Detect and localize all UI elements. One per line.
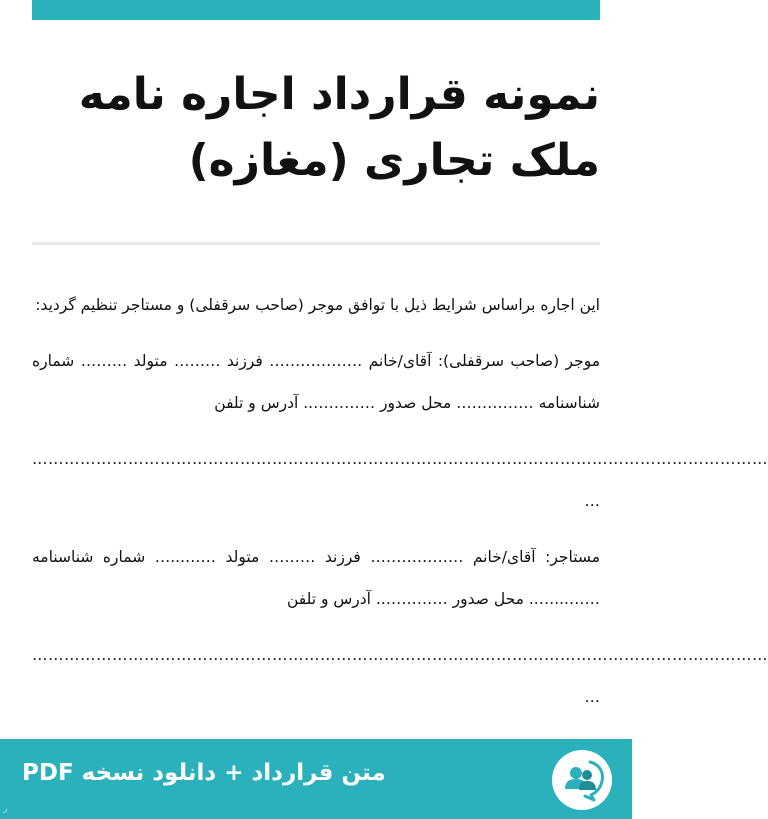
tenant-fill-tail: … xyxy=(584,688,600,706)
tenant-fill-line: ………………………………………………………………………………………………………………………… xyxy=(32,646,768,664)
download-pdf-link[interactable]: متن قرارداد + دانلود نسخه PDF xyxy=(22,760,386,786)
contract-body xyxy=(32,284,768,732)
intro-paragraph: این اجاره براساس شرایط ذیل با توافق موجر (صاحب سرقفلی) و مستاجر تنظیم گردید: xyxy=(35,296,600,314)
landlord-paragraph: موجر (صاحب سرقفلی): آقای/خانم ……………… فرزند ……… متولد ……… شماره شناسنامه …………… محل صدور ………….. آدرس و تلفن xyxy=(32,352,600,412)
landlord-fill-tail: … xyxy=(584,492,600,510)
top-accent-bar xyxy=(32,0,600,20)
page-title xyxy=(32,62,600,194)
title-line-2: ملک تجاری (مغازه) xyxy=(188,135,600,186)
landlord-fill-line: ………………………………………………………………………………………………………………………… xyxy=(32,450,768,468)
tenant-paragraph: مستاجر: آقای/خانم ……………… فرزند ……… متولد ……...… شماره شناسنامه ……...….. محل صدور ………….. آدرس و تلفن xyxy=(32,548,600,608)
title-line-1: نمونه قرارداد اجاره نامه xyxy=(78,69,600,120)
corner-mark: ر xyxy=(3,804,8,814)
title-divider xyxy=(32,242,600,245)
people-chat-logo-icon xyxy=(552,750,612,810)
site-logo[interactable] xyxy=(552,750,612,810)
download-banner[interactable] xyxy=(0,739,632,819)
